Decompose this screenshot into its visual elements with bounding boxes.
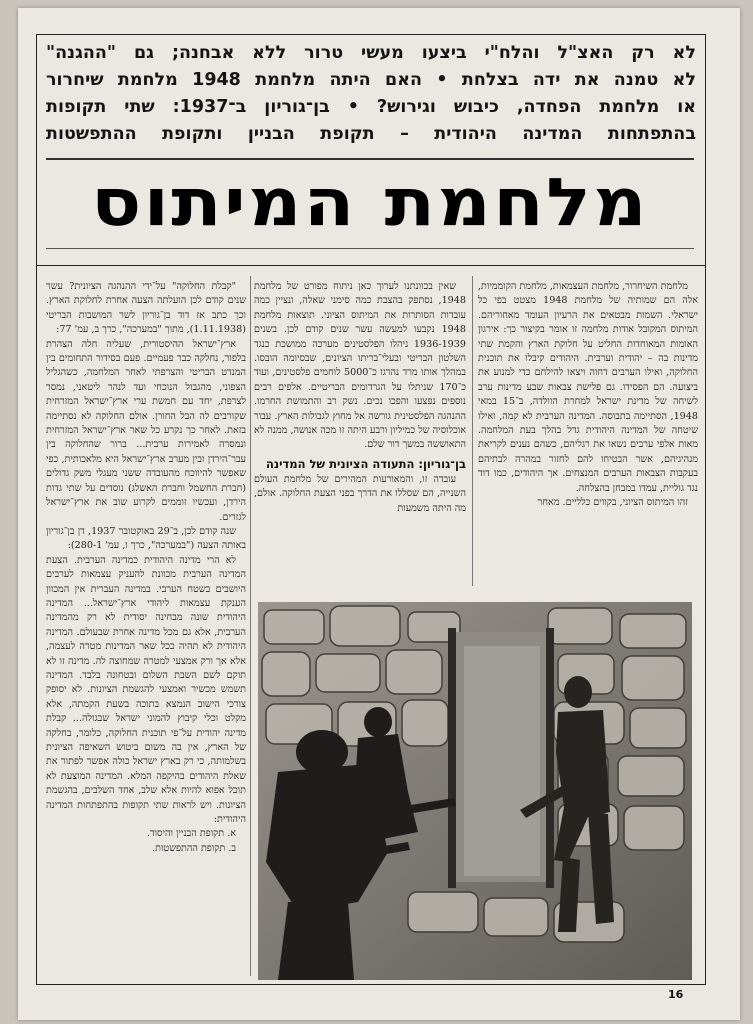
section-heading: בן־גוריון: התעודה הציונית של המדינה — [265, 456, 466, 471]
soldiers-photo — [258, 602, 692, 980]
lead-line-3: או מלחמת הפחדה, כיבוש וגירוש? • בן־גוריון ב־1937: שתי תקופות — [46, 97, 696, 117]
column-divider-right — [472, 276, 473, 586]
lead-line-4: בהתפתחות המדינה היהודית – תקופת הבניין ותקופת ההתפשטות — [46, 124, 696, 144]
text-column-right — [478, 280, 698, 580]
paragraph: מלחמת השיחרור, מלחמת העצמאות, מלחמת הקוממיות, אלה הם שמותיה של מלחמת 1948 מצטט בפי כל ישראלי. השמות מבטאים את הרעיון העומד מאחוריהם. המיתוס המקובל אודות מלחמה זו אומר בקיצור כך: אירגון האומות המאוחדות החליט על חלוקת הארץ והקמת שתי מדינות בה – יהודית וערבית. היהודים קיבלו את תוכנית החלוקה, ואילו הערבים דחוה ויצאו להילחם כדי למנוע את ביצועה. הם הפסידו. גם פלישת צבאות שבע מדינות ערב לשיחה של מדינת ישראל למחרת הוולדה, ב־15 במאי 1948, הסתיימה בתבוסה. המדינה הערבית לא קמה, ואילו שיטחה של המדינה היהודית גדל בהלך בעת המלחמה. מאות אלפי ערבים נשאו את רגליהם, כשהם נענים לקריאת מנהיגיהם, אשר הבטיחו להם לחזור במהרה לבתיהם בעקבות הצבאות הערבים המנצחים. אך היהודים, כמו דוד נגד גוליית, עמדו במבחן בהצלחה. — [478, 281, 698, 494]
paragraph: "קבלת החלוקה" על־ידי ההנהגה הציונית? עשר שנים קודם לכן הועלתה הצעה אחרת לחלוקת הארץ. וכך כתב אז דוד בן־גוריון לשר המושבות הבריטי (1.11.1938), מתוך "במערכה", כרך ב, עמ' 77: — [46, 281, 246, 336]
text-column-left — [46, 280, 246, 980]
lead-paragraph — [46, 40, 696, 150]
quote-paragraph: לא הרי מדינה היהודית כמדינה הערבית. הצעת המדינה הערבית מכוונת להעניק עצמאות לערבים היושבים בשטח הערבי. במדינה העברית אין המכוון הענקת עצמאות ליהודי ארץ־ישראל... המדינה היהודית שונה מבחינה יסודית לא רק מהמדינה הערבית, אלא גם מכל מדינה אחרת שבעולם. המדינה היהודית לא תהיה ככל שאר המדינות מטרה לעצמה, אלא אך ורק אמצעי למטרה שמחוצה לה. מדינה זו לא תוקם לשם השבת השלום ובטחונה בלבד. המדינה תשמש מכשיר ואמצעי להגשמת הציונות. לא יסופק צורכי הישוב הנמצא בתוכה בשעת הקמתה, אלא מקלט וכלי קיבוץ להמוני ישראל שבגולה... קבלת מדינה יהודית על־פי תוכנית החלוקה, כלומר, בחלקה של הארץ, אין בה משום ביטוש השאיפה הציונית בשלמותה, כי רק בארץ ישראל כולה אפשר לפתור את שאלת היהודים בהיקפה המלא. המדינה המוצעת לא תוכל אפוא להיות אלא שלב, אחד השלבים, בהגשמת הציונות. ויש לראות שתי תקופות בהתפתחות המדינה היהודית: — [46, 554, 246, 826]
page-number: 16 — [668, 988, 684, 1001]
paragraph: שאין בכוונתנו לערוך כאן ניתוח מפורט של מלחמת 1948, נסתפק בהצבת כמה סימני שאלה, ונציין כמה עובדות הסותרות את המיתוס הציוני. תוצאות מלחמת 1948 נקבעו למעשה עשר שנים קודם לכן. בשנים 1936-1939 ניהלו הפלסטינים מערכה ממושכת כנגד השלטון הבריטי ובעלי־בריתו הציונים, שבסיומה הובסו. במהלך אותו מרד נהרגו כ־5000 לוחמים פלסטינים, ועוד כ־170 שניתלו על הגרדומים הבריטיים. אלפים רבים נוספים נפצעו והפכו נכים. נשק רב והתמושת החרמו. ההנהגה הפלסטינית גורשה אל מחוץ לגבולות הארץ. עבור אוכלוסיה של כמיליון ורבע היתה זו מכה אנושה, ממנה לא התאוששה במשך דור שלם. — [254, 281, 466, 451]
photo-illustration — [258, 602, 692, 980]
paragraph: זהו המיתוס הציוני, בקווים כלליים. מאחר — [537, 497, 688, 509]
lead-line-2: לא טמנה את ידה בצלחת • האם היתה מלחמת 1948 מלחמת שיחרור — [46, 70, 696, 90]
magazine-page — [18, 8, 740, 1020]
text-column-middle — [254, 280, 466, 592]
list-item-b: ב. תקופת ההתפשטות. — [152, 842, 236, 854]
list-item-a: א. תקופת הבניין והיסוד. — [146, 828, 236, 840]
paragraph: שנה קודם לכן, ב־29 באוקטובר 1937, דן בן־גוריון באותה הצעה ("במערכה", כרך ו, עמ' 280-1): — [46, 525, 246, 552]
lead-line-1: לא רק האצ"ל והלח"י ביצעו מעשי טרור ללא אבחנה; גם "ההגנה" — [46, 43, 696, 63]
title-rule-top — [46, 158, 694, 160]
quote-paragraph: ארץ־ישראל ההיסטורית, שעליה חלה הצהרת בלפור, נחלקה כבר פעמיים. פעם בסידור התחומים בין המנדט הבריטי והצרפתי לאחר המלחמה, כשהגליל הצפוני, מהגבול הנוכחי ועד לנהר ליטאני, נמסר לצרפת, יחד עם חמשת ערי ארץ־ישראל המזרחית שקורבים לה הבל החורן. אולם החלוקה לא נסתיימה בזאת. לאחר כך נקרע כל שאר ארץ־ישראל המזרחית ונמסרה לאמירות ערבית... ברור שהחלוקה בין עבר־הירדן ובין מערב ארץ־ישראל היא מלאכותית, כפי שאפשר להיווכח מהעובדה ששני מעגלי משק גדולים (חברת החשמל וחברת האשלג) נוסדים על שתי גדות הירדן, ועכשיו זוממים לקרוע שוב את ארץ־ישראל לגזרים. — [46, 338, 246, 523]
column-divider-left — [250, 276, 251, 976]
article-title: מלחמת המיתוס — [91, 164, 649, 241]
title-rule-bottom — [46, 248, 694, 249]
paragraph: עובדה זו, והמאורעות המהירים של מלחמת העולם השנייה, הם שסללו את הדרך בפני הצעת החלוקה. אולם, מה היתה משמעות — [254, 473, 466, 514]
